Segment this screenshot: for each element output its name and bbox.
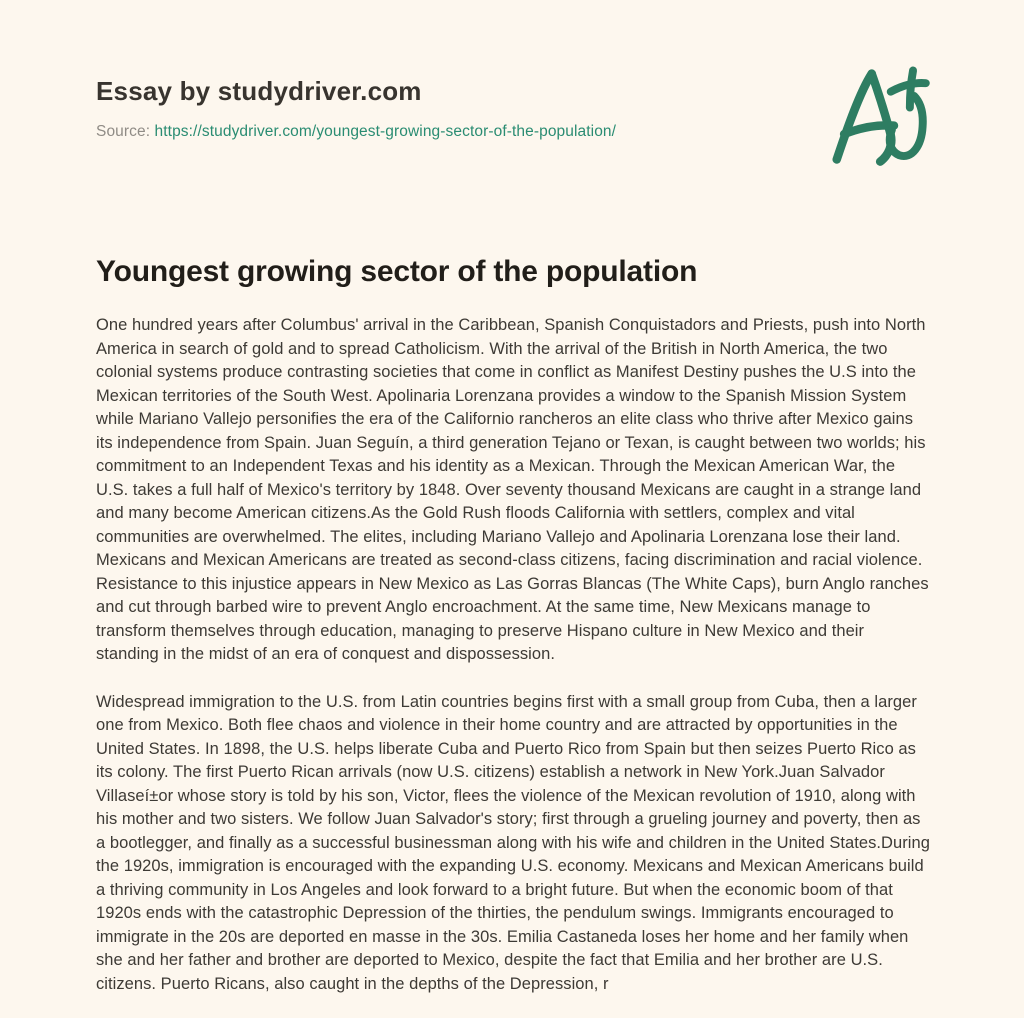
a-plus-logo-icon	[824, 62, 930, 168]
source-label: Source:	[96, 123, 151, 140]
essay-by-heading: Essay by studydriver.com	[96, 76, 422, 106]
article-title: Youngest growing sector of the population	[96, 255, 698, 288]
source-line	[96, 123, 616, 141]
essay-paragraph-1: One hundred years after Columbus' arrival in the Caribbean, Spanish Conquistadors and Priests, push into North America in search of gold and to spread Catholicism. With the arrival of the British in North America, the two colonial systems produce contrasting societies that come in conflict as Manifest Destiny pushes the U.S into the Mexican territories of the South West. Apolinaria Lorenzana provides a window to the Spanish Mission System while Mariano Vallejo personifies the era of the Californio rancheros an elite class who thrive after Mexico gains its independence from Spain. Juan Seguín, a third generation Tejano or Texan, is caught between two worlds; his commitment to an Independent Texas and his identity as a Mexican. Through the Mexican American War, the U.S. takes a full half of Mexico's territory by 1848. Over seventy thousand Mexicans are caught in a strange land and many become American citizens.As the Gold Rush floods California with settlers, complex and vital communities are overwhelmed. The elites, including Mariano Vallejo and Apolinaria Lorenzana lose their land. Mexicans and Mexican Americans are treated as second-class citizens, facing discrimination and racial violence. Resistance to this injustice appears in New Mexico as Las Gorras Blancas (The White Caps), burn Anglo ranches and cut through barbed wire to prevent Anglo encroachment. At the same time, New Mexicans manage to transform themselves through education, managing to preserve Hispano culture in New Mexico and their standing in the midst of an era of conquest and dispossession.	[96, 316, 929, 663]
essay-body	[96, 314, 930, 996]
source-url-link[interactable]: https://studydriver.com/youngest-growing-sector-of-the-population/	[154, 123, 617, 140]
essay-paragraph-2: Widespread immigration to the U.S. from Latin countries begins first with a small group from Cuba, then a larger one from Mexico. Both flee chaos and violence in their home country and are attracted by opportunities in the United States. In 1898, the U.S. helps liberate Cuba and Puerto Rico from Spain but then seizes Puerto Rico as its colony. The first Puerto Rican arrivals (now U.S. citizens) establish a network in New York.Juan Salvador Villaseí±or whose story is told by his son, Victor, flees the violence of the Mexican revolution of 1910, along with his mother and two sisters. We follow Juan Salvador's story; first through a grueling journey and poverty, then as a bootlegger, and finally as a successful businessman along with his wife and children in the United States.During the 1920s, immigration is encouraged with the expanding U.S. economy. Mexicans and Mexican Americans build a thriving community in Los Angeles and look forward to a bright future. But when the economic boom of that 1920s ends with the catastrophic Depression of the thirties, the pendulum swings. Immigrants encouraged to immigrate in the 20s are deported en masse in the 30s. Emilia Castaneda loses her home and her family when she and her father and brother are deported to Mexico, despite the fact that Emilia and her brother are U.S. citizens. Puerto Ricans, also caught in the depths of the Depression, r	[96, 692, 930, 993]
